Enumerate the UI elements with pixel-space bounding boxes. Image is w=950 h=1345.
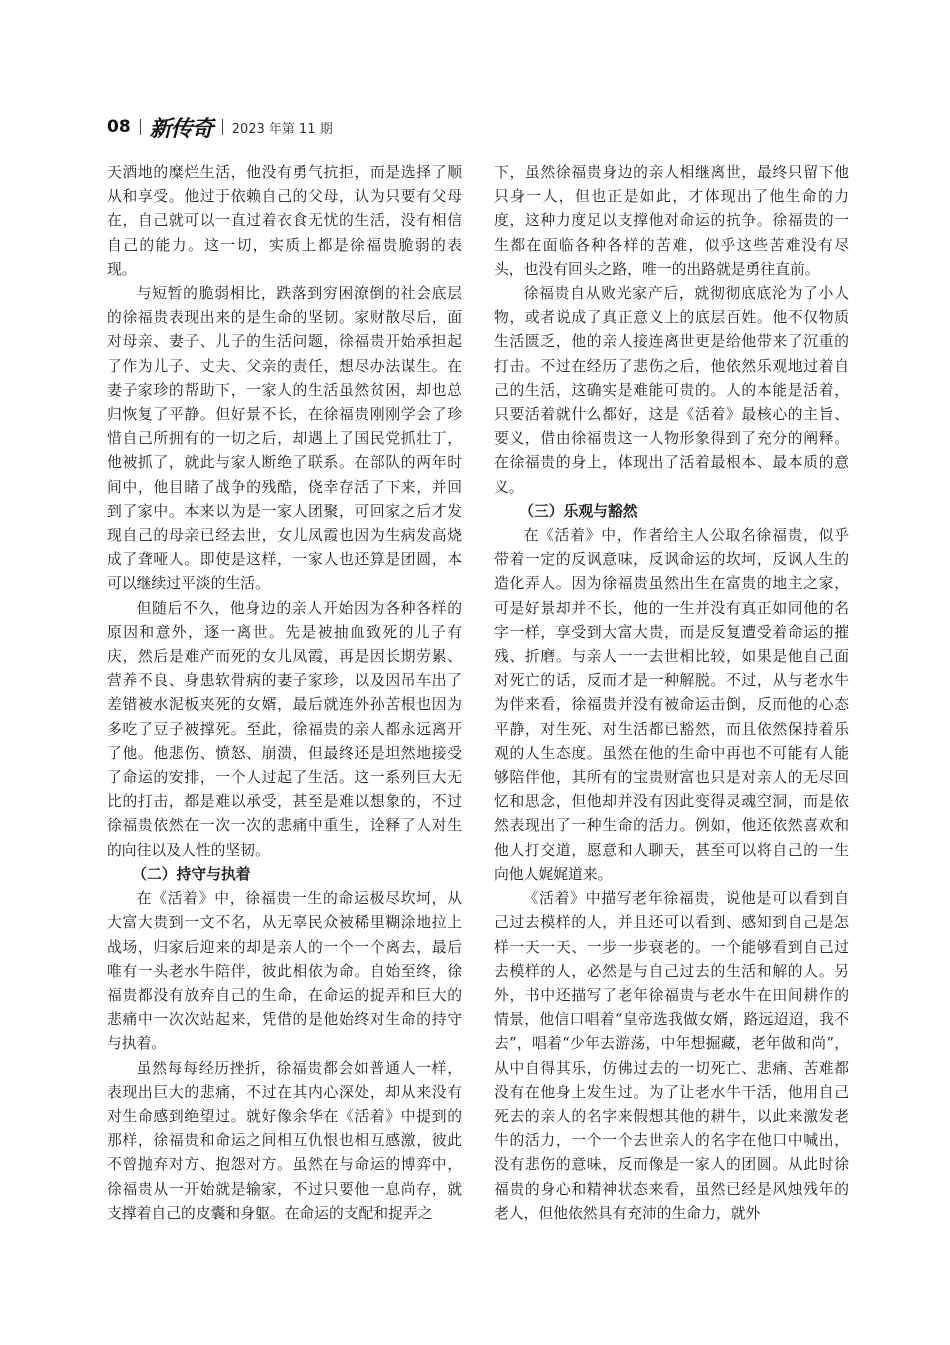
paragraph: 天酒地的糜烂生活，他没有勇气抗拒，而是选择了顺从和享受。他过于依赖自己的父母，认为只要有父母在，自己就可以一直过着衣食无忧的生活，没有相信自己的能力。这一切，实质上都是徐福贵脆弱的表现。 xyxy=(107,164,462,278)
paragraph: 在《活着》中，徐福贵一生的命运极尽坎坷，从大富大贵到一文不名，从无辜民众被稀里糊涂地拉上战场，归家后迎来的却是亲人的一个一个离去，最后唯有一头老水牛陪伴，彼此相依为命。自始至终，徐福贵都没有放弃自己的生命，在命运的捉弄和巨大的悲痛中一次次站起来，凭借的是他始终对生命的持守与执着。 xyxy=(107,890,462,1053)
section-heading: （三）乐观与豁然 xyxy=(519,502,638,520)
left-column xyxy=(107,161,462,1226)
paragraph: 与短暂的脆弱相比，跌落到穷困潦倒的社会底层的徐福贵表现出来的是生命的坚韧。家财散尽后，面对母亲、妻子、儿子的生活问题，徐福贵开始承担起了作为儿子、丈夫、父亲的责任，想尽办法谋生。在妻子家珍的帮助下，一家人的生活虽然贫困，却也总归恢复了平静。但好景不长，在徐福贵刚刚学会了珍惜自己所拥有的一切之后，却遇上了国民党抓壮丁，他被抓了，就此与家人断绝了联系。在部队的两年时间中，他目睹了战争的残酷，侥幸存活了下来，并回到了家中。本来以为是一家人团聚，可回家之后才发现自己的母亲已经去世，女儿凤霞也因为生病发高烧成了聋哑人。即使是这样，一家人也还算是团圆，本可以继续过平淡的生活。 xyxy=(107,285,462,593)
page-number: 08 xyxy=(107,117,131,137)
paragraph: 下，虽然徐福贵身边的亲人相继离世，最终只留下他只身一人，但也正是如此，才体现出了他生命的力度，这种力度足以支撑他对命运的抗争。徐福贵的一生都在面临各种各样的苦难，似乎这些苦难没有尽头，也没有回头之路，唯一的出路就是勇往直前。 xyxy=(494,164,849,278)
magazine-logo: 新传奇 xyxy=(149,115,213,142)
issue-label: 2023 年第 11 期 xyxy=(231,121,333,137)
paragraph: 但随后不久，他身边的亲人开始因为各种各样的原因和意外，逐一离世。先是被抽血致死的儿子有庆，然后是难产而死的女儿凤霞，再是因长期劳累、营养不良、身患软骨病的妻子家珍，以及因吊车出了差错被水泥板夹死的女婿，最后就连外孙苦根也因为多吃了豆子被撑死。至此，徐福贵的亲人都永远离开了他。他悲伤、愤怒、崩溃，但最终还是坦然地接受了命运的安排，一个人过起了生活。这一系列巨大无比的打击，都是难以承受，甚至是难以想象的，不过徐福贵依然在一次一次的悲痛中重生，诠释了人对生的向往以及人性的坚韧。 xyxy=(107,599,462,859)
header-divider xyxy=(140,119,141,135)
paragraph: 《活着》中描写老年徐福贵，说他是可以看到自己过去模样的人，并且还可以看到、感知到自己是怎样一天一天、一步一步衰老的。一个能够看到自己过去模样的人，必然是与自己过去的生活和解的人。另外，书中还描写了老年徐福贵与老水牛在田间耕作的情景，他信口唱着“皇帝选我做女婿，路远迢迢，我不去”，唱着“少年去游荡，中年想掘藏，老年做和尚”，从中自得其乐，仿佛过去的一切死亡、悲痛、苦难都没有在他身上发生过。为了让老水牛干活，他用自己死去的亲人的名字来假想其他的耕牛，以此来激发老牛的活力，一个一个去世亲人的名字在他口中喊出，没有悲伤的意味，反而像是一家人的团圆。从此时徐福贵的身心和精神状态来看，虽然已经是风烛残年的老人，但他依然具有充沛的生命力，就外 xyxy=(494,890,849,1222)
paragraph: 虽然每每经历挫折，徐福贵都会如普通人一样，表现出巨大的悲痛，不过在其内心深处，却从来没有对生命感到绝望过。就好像余华在《活着》中提到的那样，徐福贵和命运之间相互仇恨也相互感激，彼此不曾抛弃对方、抱怨对方。虽然在与命运的博弈中，徐福贵从一开始就是输家，不过只要他一息尚存，就支撑着自己的皮囊和身躯。在命运的支配和捉弄之 xyxy=(107,1059,462,1222)
right-column xyxy=(494,161,849,1226)
page-header xyxy=(107,112,333,142)
header-divider xyxy=(222,119,223,135)
paragraph: 徐福贵自从败光家产后，就彻彻底底沦为了小人物，或者说成了真正意义上的底层百姓。他不仅物质生活匮乏，他的亲人接连离世更是给他带来了沉重的打击。不过在经历了悲伤之后，他依然乐观地过着自己的生活，这确实是难能可贵的。人的本能是活着，只要活着就什么都好，这是《活着》最核心的主旨、要义，借由徐福贵这一人物形象得到了充分的阐释。在徐福贵的身上，体现出了活着最根本、最本质的意义。 xyxy=(494,285,849,496)
section-heading: （二）持守与执着 xyxy=(132,865,251,883)
paragraph: 在《活着》中，作者给主人公取名徐福贵，似乎带着一定的反讽意味，反讽命运的坎坷，反讽人生的造化弄人。因为徐福贵虽然出生在富贵的地主之家，可是好景却并不长，他的一生并没有真正如同他的名字一样，享受到大富大贵，而是反复遭受着命运的摧残、折磨。与亲人一一去世相比较，如果是他自己面对死亡的话，反而才是一种解脱。不过，从与老水牛为伴来看，徐福贵并没有被命运击倒，反而他的心态平静，对生死、对生活都已豁然，而且依然保持着乐观的人生态度。虽然在他的生命中再也不可能有人能够陪伴他，其所有的宝贵财富也只是对亲人的无尽回忆和思念，但他却并没有因此变得灵魂空洞，而是依然表现出了一种生命的活力。例如，他还依然喜欢和他人打交道，愿意和人聊天，甚至可以将自己的一生向他人娓娓道来。 xyxy=(494,527,849,883)
